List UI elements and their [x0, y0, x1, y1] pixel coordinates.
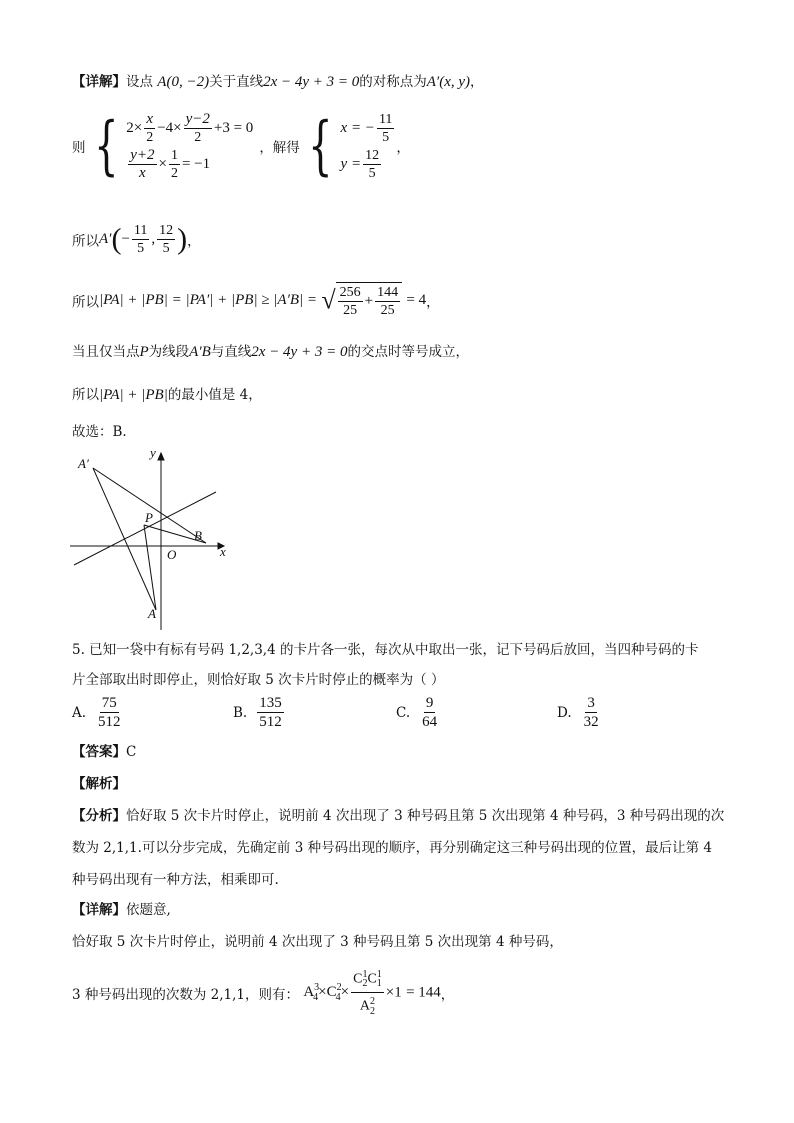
minimum-value: 所以|PA| + |PB|的最小值是 4， — [72, 387, 262, 403]
analysis-heading: 【解析】 — [72, 776, 126, 792]
fenxi-line-2: 数为 2,1,1.可以分步完成，先确定前 3 种号码出现的顺序，再分别确定这三种号码出现的位置，最后让第 4 — [72, 840, 712, 856]
left-brace: { — [93, 109, 119, 183]
point-a: A(0, −2) — [157, 74, 210, 90]
equality-condition: 当且仅当点P为线段A′B与直线2x − 4y + 3 = 0的交点时等号成立， — [72, 344, 469, 360]
system-eq-2: $\frac{y+2}{x}$ × $\frac{1}{2}$ = −1 — [130, 146, 211, 181]
detail-tag: 【详解】 — [72, 74, 126, 90]
solution-x: x = − $\frac{11}{5}$ — [340, 111, 393, 145]
label-a-prime: A′ — [78, 456, 89, 471]
option-c[interactable]: C. $\frac{9}{64}$ — [396, 695, 438, 730]
system-eq-1: 2× $\frac{x}{2}$ −4× $\frac{y-2}{2}$ +3 = 0 — [126, 110, 254, 145]
left-brace-2: { — [307, 109, 333, 183]
detail2-line-3: 3 种号码出现的次数为 2,1,1，则有： $A^3_4\times C^2_4\times$ $\frac{C^1_2C^1_1}{A^2_2}$ ×1 = 144， — [72, 966, 454, 1020]
option-a[interactable]: A. $\frac{75}{512}$ — [72, 695, 121, 730]
geometry-figure — [70, 448, 240, 630]
detail2-line-1: 【详解】依题意, — [72, 902, 171, 918]
point-a-prime: A′(x, y) — [426, 74, 471, 90]
fenxi-line-3: 种号码出现有一种方法，相乘即可. — [72, 872, 279, 888]
detail-line-1: 【详解】设点 A(0, −2)关于直线2x − 4y + 3 = 0的对称点为A′(x, y)， — [72, 74, 484, 90]
answer-line: 【答案】C — [72, 744, 137, 760]
result-inequality: 所以|PA| + |PB| = |PA′| + |PB| ≥ |A′B| = √ $\frac{256}{25}$ + $\frac{144}{25}$ = 4， — [72, 282, 440, 319]
detail2-line-2: 恰好取 5 次卡片时停止，说明前 4 次出现了 3 种号码且第 5 次出现第 4 种号码， — [72, 934, 563, 950]
equation-system: 则 { 2× $\frac{x}{2}$ −4× $\frac{y-2}{2}$ +3 = 0 $\frac{y+2}{x}$ × $\frac{1}{2}$ = −1 ，解得 { x = − $\frac{11}{5}$ y = $\frac{12}{5}$ ， — [72, 109, 410, 183]
line-equation: 2x − 4y + 3 = 0 — [263, 74, 360, 90]
choice-line: 故选：B. — [72, 424, 127, 440]
option-d[interactable]: D. $\frac{3}{32}$ — [557, 695, 599, 730]
q5-line-1: 5. 已知一袋中有标有号码 1,2,3,4 的卡片各一张，每次从中取出一张，记下号码后放回，当四种号码的卡 — [72, 642, 699, 658]
label-x: x — [220, 544, 226, 559]
label-y: y — [150, 448, 156, 460]
y-axis-arrow — [158, 453, 164, 460]
solution-y: y = $\frac{12}{5}$ — [340, 147, 380, 181]
result-a-prime: 所以A′(− $\frac{11}{5}$ , $\frac{12}{5}$ )， — [72, 222, 201, 256]
q5-line-2: 片全部取出时即停止，则恰好取 5 次卡片时停止的概率为（ ） — [72, 672, 445, 688]
option-b[interactable]: B. $\frac{135}{512}$ — [233, 695, 282, 730]
label-p: P — [145, 510, 153, 525]
label-o: O — [167, 547, 177, 562]
fenxi-line-1: 【分析】恰好取 5 次卡片时停止，说明前 4 次出现了 3 种号码且第 5 次出现第 4 种号码，3 种号码出现的次 — [72, 808, 725, 824]
combinatorics-expression: $A^3_4\times C^2_4\times$ — [303, 982, 350, 1004]
label-b: B — [194, 528, 202, 543]
label-a: A — [148, 606, 156, 621]
